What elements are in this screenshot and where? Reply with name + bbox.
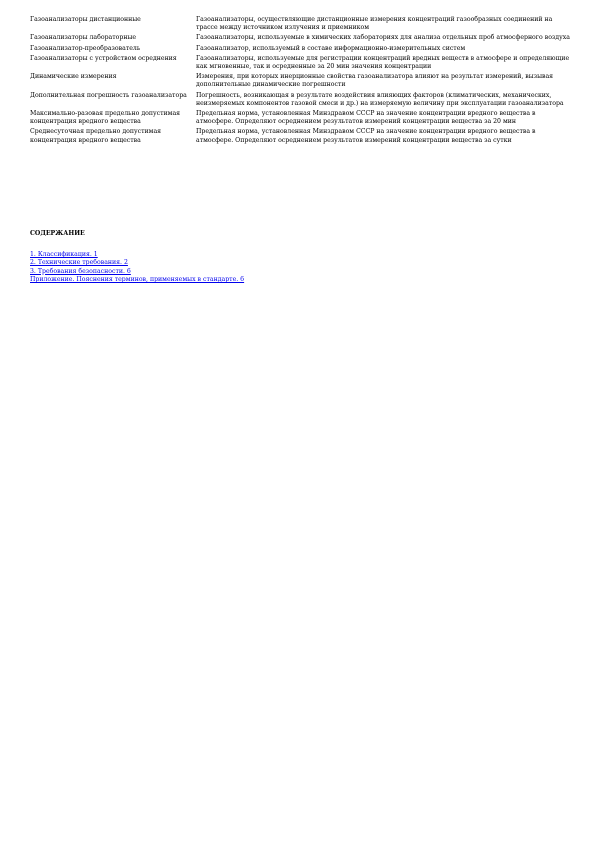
list-item [30, 276, 570, 284]
list-item [30, 259, 570, 267]
term-cell: Динамические измерения [30, 73, 117, 81]
toc-link-safety-requirements[interactable]: 3. Требования безопасности. 6 [30, 267, 131, 275]
definition-cell: Измерения, при которых инерционные свойства газоанализатора влияют на результат измерений, вызывая дополнительные динамические погрешности [196, 73, 554, 89]
term-cell: Газоанализатор-преобразователь [30, 44, 141, 52]
term-cell: Газоанализаторы лабораторные [30, 34, 137, 42]
contents-heading: СОДЕРЖАНИЕ [30, 230, 85, 237]
definition-cell: Предельная норма, установленная Минздравом СССР на значение концентрации вредного вещества в атмосфере. Определяют осреднением результатов измерений концентрации вещества за сутки [196, 128, 536, 144]
table-of-contents [30, 230, 570, 284]
toc-list [30, 251, 570, 284]
definition-cell: Газоанализаторы, осуществляющие дистанционные измерения концентраций газообразных соединений на трассе между источником излучения и приемником [196, 16, 553, 32]
list-item [30, 268, 570, 276]
term-cell: Дополнительная погрешность газоанализатора [30, 91, 187, 99]
table-row [30, 110, 570, 128]
table-row [30, 55, 570, 73]
definition-cell: Газоанализаторы, используемые в химических лабораториях для анализа отдельных проб атмосферного воздуха [196, 34, 570, 42]
term-cell: Газоанализаторы с устройством осреднения [30, 54, 177, 62]
table-row [30, 45, 570, 55]
term-cell: Максимально-разовая предельно допустимая концентрация вредного вещества [30, 110, 181, 126]
definition-cell: Газоанализатор, используемый в составе информационно-измерительных систем [196, 44, 466, 52]
table-row [30, 34, 570, 44]
definition-cell: Погрешность, возникающая в результате воздействия влияющих факторов (климатических, механических, неизмеряемых компонентов газовой смеси и др.) на измеряемую величину при эксплуатации газоанализатора [196, 91, 564, 107]
table-row [30, 128, 570, 146]
list-item [30, 251, 570, 259]
term-cell: Газоанализаторы дистанционные [30, 16, 141, 23]
definition-cell: Предельная норма, установленная Минздравом СССР на значение концентрации вредного вещества в атмосфере. Определяют осреднением результатов измерений концентрации вещества за 20 мин [196, 110, 536, 126]
terms-table [30, 16, 570, 147]
definition-cell: Газоанализаторы, используемые для регистрации концентраций вредных веществ в атмосфере и определяющие как мгновенные, так и осредненные за 20 мин значения концентрации [196, 54, 570, 71]
toc-link-classification[interactable]: 1. Классификация. 1 [30, 251, 98, 259]
table-row [30, 73, 570, 91]
toc-link-technical-requirements[interactable]: 2. Технические требования. 2 [30, 259, 128, 267]
toc-link-appendix[interactable]: Приложение. Пояснения терминов, применяемых в стандарте. 6 [30, 275, 245, 283]
table-row [30, 92, 570, 110]
table-row [30, 16, 570, 34]
term-cell: Среднесуточная предельно допустимая концентрация вредного вещества [30, 128, 162, 144]
